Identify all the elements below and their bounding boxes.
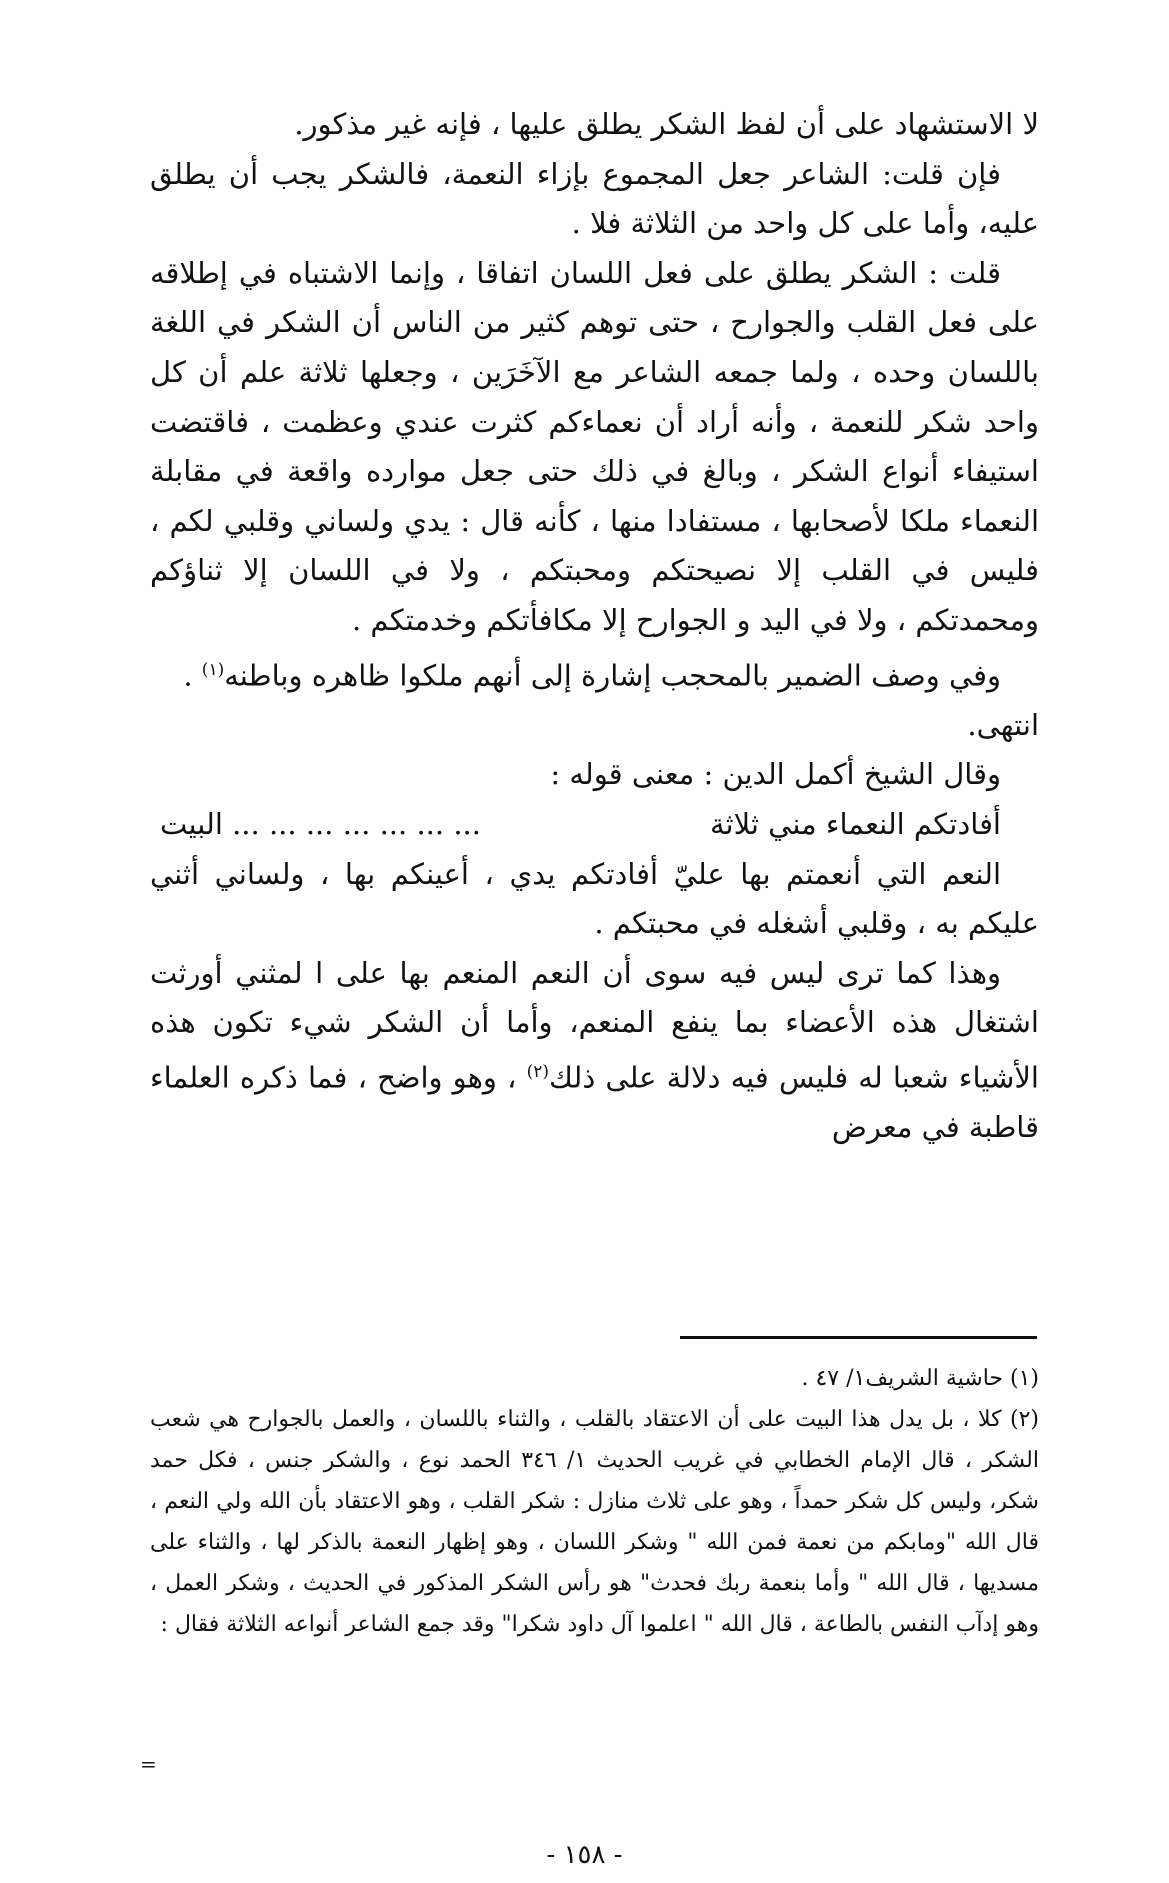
paragraph-8-end: ، وهو واضح ، فما ذكره العلماء قاطبة في معرض — [150, 1060, 1039, 1145]
paragraph-1: لا الاستشهاد على أن لفظ الشكر يطلق عليها ، فإنه غير مذكور. — [294, 107, 1039, 141]
paragraph-4-text: وفي وصف الضمير بالمحجب إشارة إلى أنهم ملكوا ظاهره وباطنه — [224, 658, 1001, 693]
footnote-2: (٢) كلا ، بل يدل هذا البيت على أن الاعتقاد بالقلب ، والثناء باللسان ، والعمل بالجوارح هي شعب الشكر ، قال الإمام الخطابي في غريب الحديث ١/ ٣٤٦ الحمد نوع ، والشكر جنس ، فكل حمد شكر، وليس كل شكر حمداً ، وهو على ثلاث منازل : شكر القلب ، وهو الاعتقاد بأن الله ولي النعم ، قال الله "ومابكم من نعمة فمن الله " وشكر اللسان ، وهو إظهار النعمة بالذكر لها ، والثناء على مسديها ، قال الله " وأما بنعمة ربك فحدث" هو رأس الشكر المذكور في الحديث ، وشكر العمل ، وهو إدآب النفس بالطاعة ، قال الله " اعلموا آل داود شكرا" وقد جمع الشاعر أنواعه الثلاثة فقال : — [150, 1407, 1039, 1637]
verse-second-hemistich: ... ... ... ... ... ... ... البيت — [160, 806, 481, 841]
footnote-1: (١) حاشية الشريف١/ ٤٧ . — [801, 1366, 1039, 1391]
paragraph-6: وقال الشيخ أكمل الدين : معنى قوله : — [550, 757, 1001, 792]
paragraph-5: انتهى. — [967, 707, 1039, 742]
paragraph-8-text: وهذا كما ترى ليس فيه سوى أن النعم المنعم بها على ا لمثني أورثت اشتغال هذه الأعضاء بما ينفع المنعم، وأما أن الشكر شيء تكون هذه الأشياء شعبا له فليس فيه دلالة على ذلك — [150, 955, 1039, 1095]
footnote-ref-1: (١) — [201, 659, 225, 680]
paragraph-3: قلت : الشكر يطلق على فعل اللسان اتفاقا ، وإنما الاشتباه في إطلاقه على فعل القلب والجوارح ، حتى توهم كثير من الناس أن الشكر في اللغة باللسان وحده ، ولما جمعه الشاعر مع الآخَرَين ، وجعلها ثلاثة علم أن كل واحد شكر للنعمة ، وأنه أراد أن نعماءكم كثرت عندي وعظمت ، فاقتضت استيفاء أنواع الشكر ، وبالغ في ذلك حتى جعل موارده واقعة في مقابلة النعماء ملكا لأصحابها ، مستفادا منها ، كأنه قال : يدي ولساني وقلبي لكم ، فليس في القلب إلا نصيحتكم ومحبتكم ، ولا في اللسان إلا ثناؤكم ومحمدتكم ، ولا في اليد و الجوارح إلا مكافأتكم وخدمتكم . — [150, 255, 1039, 637]
paragraph-2: فإن قلت: الشاعر جعل المجموع بإزاء النعمة، فالشكر يجب أن يطلق عليه، وأما على كل واحد من الثلاثة فلا . — [150, 156, 1039, 241]
footnote-ref-2: (٢) — [526, 1061, 550, 1082]
footnote-separator — [680, 1336, 1037, 1339]
footnotes — [150, 1358, 1039, 1645]
paragraph-4 — [150, 646, 1039, 701]
verse-first-hemistich: أفادتكم النعماء مني ثلاثة — [709, 806, 1001, 841]
poetry-verse — [150, 800, 1039, 850]
paragraph-7: النعم التي أنعمتم بها عليّ أفادتكم يدي ، أعينكم بها ، ولساني أثني عليكم به ، وقلبي أشغله في محبتكم . — [150, 856, 1039, 941]
main-text — [150, 100, 1039, 1153]
paragraph-4-end: . — [183, 658, 202, 693]
page-number: - ١٥٨ - — [546, 1840, 623, 1870]
margin-mark: = — [140, 1752, 157, 1776]
paragraph-8 — [150, 949, 1039, 1153]
